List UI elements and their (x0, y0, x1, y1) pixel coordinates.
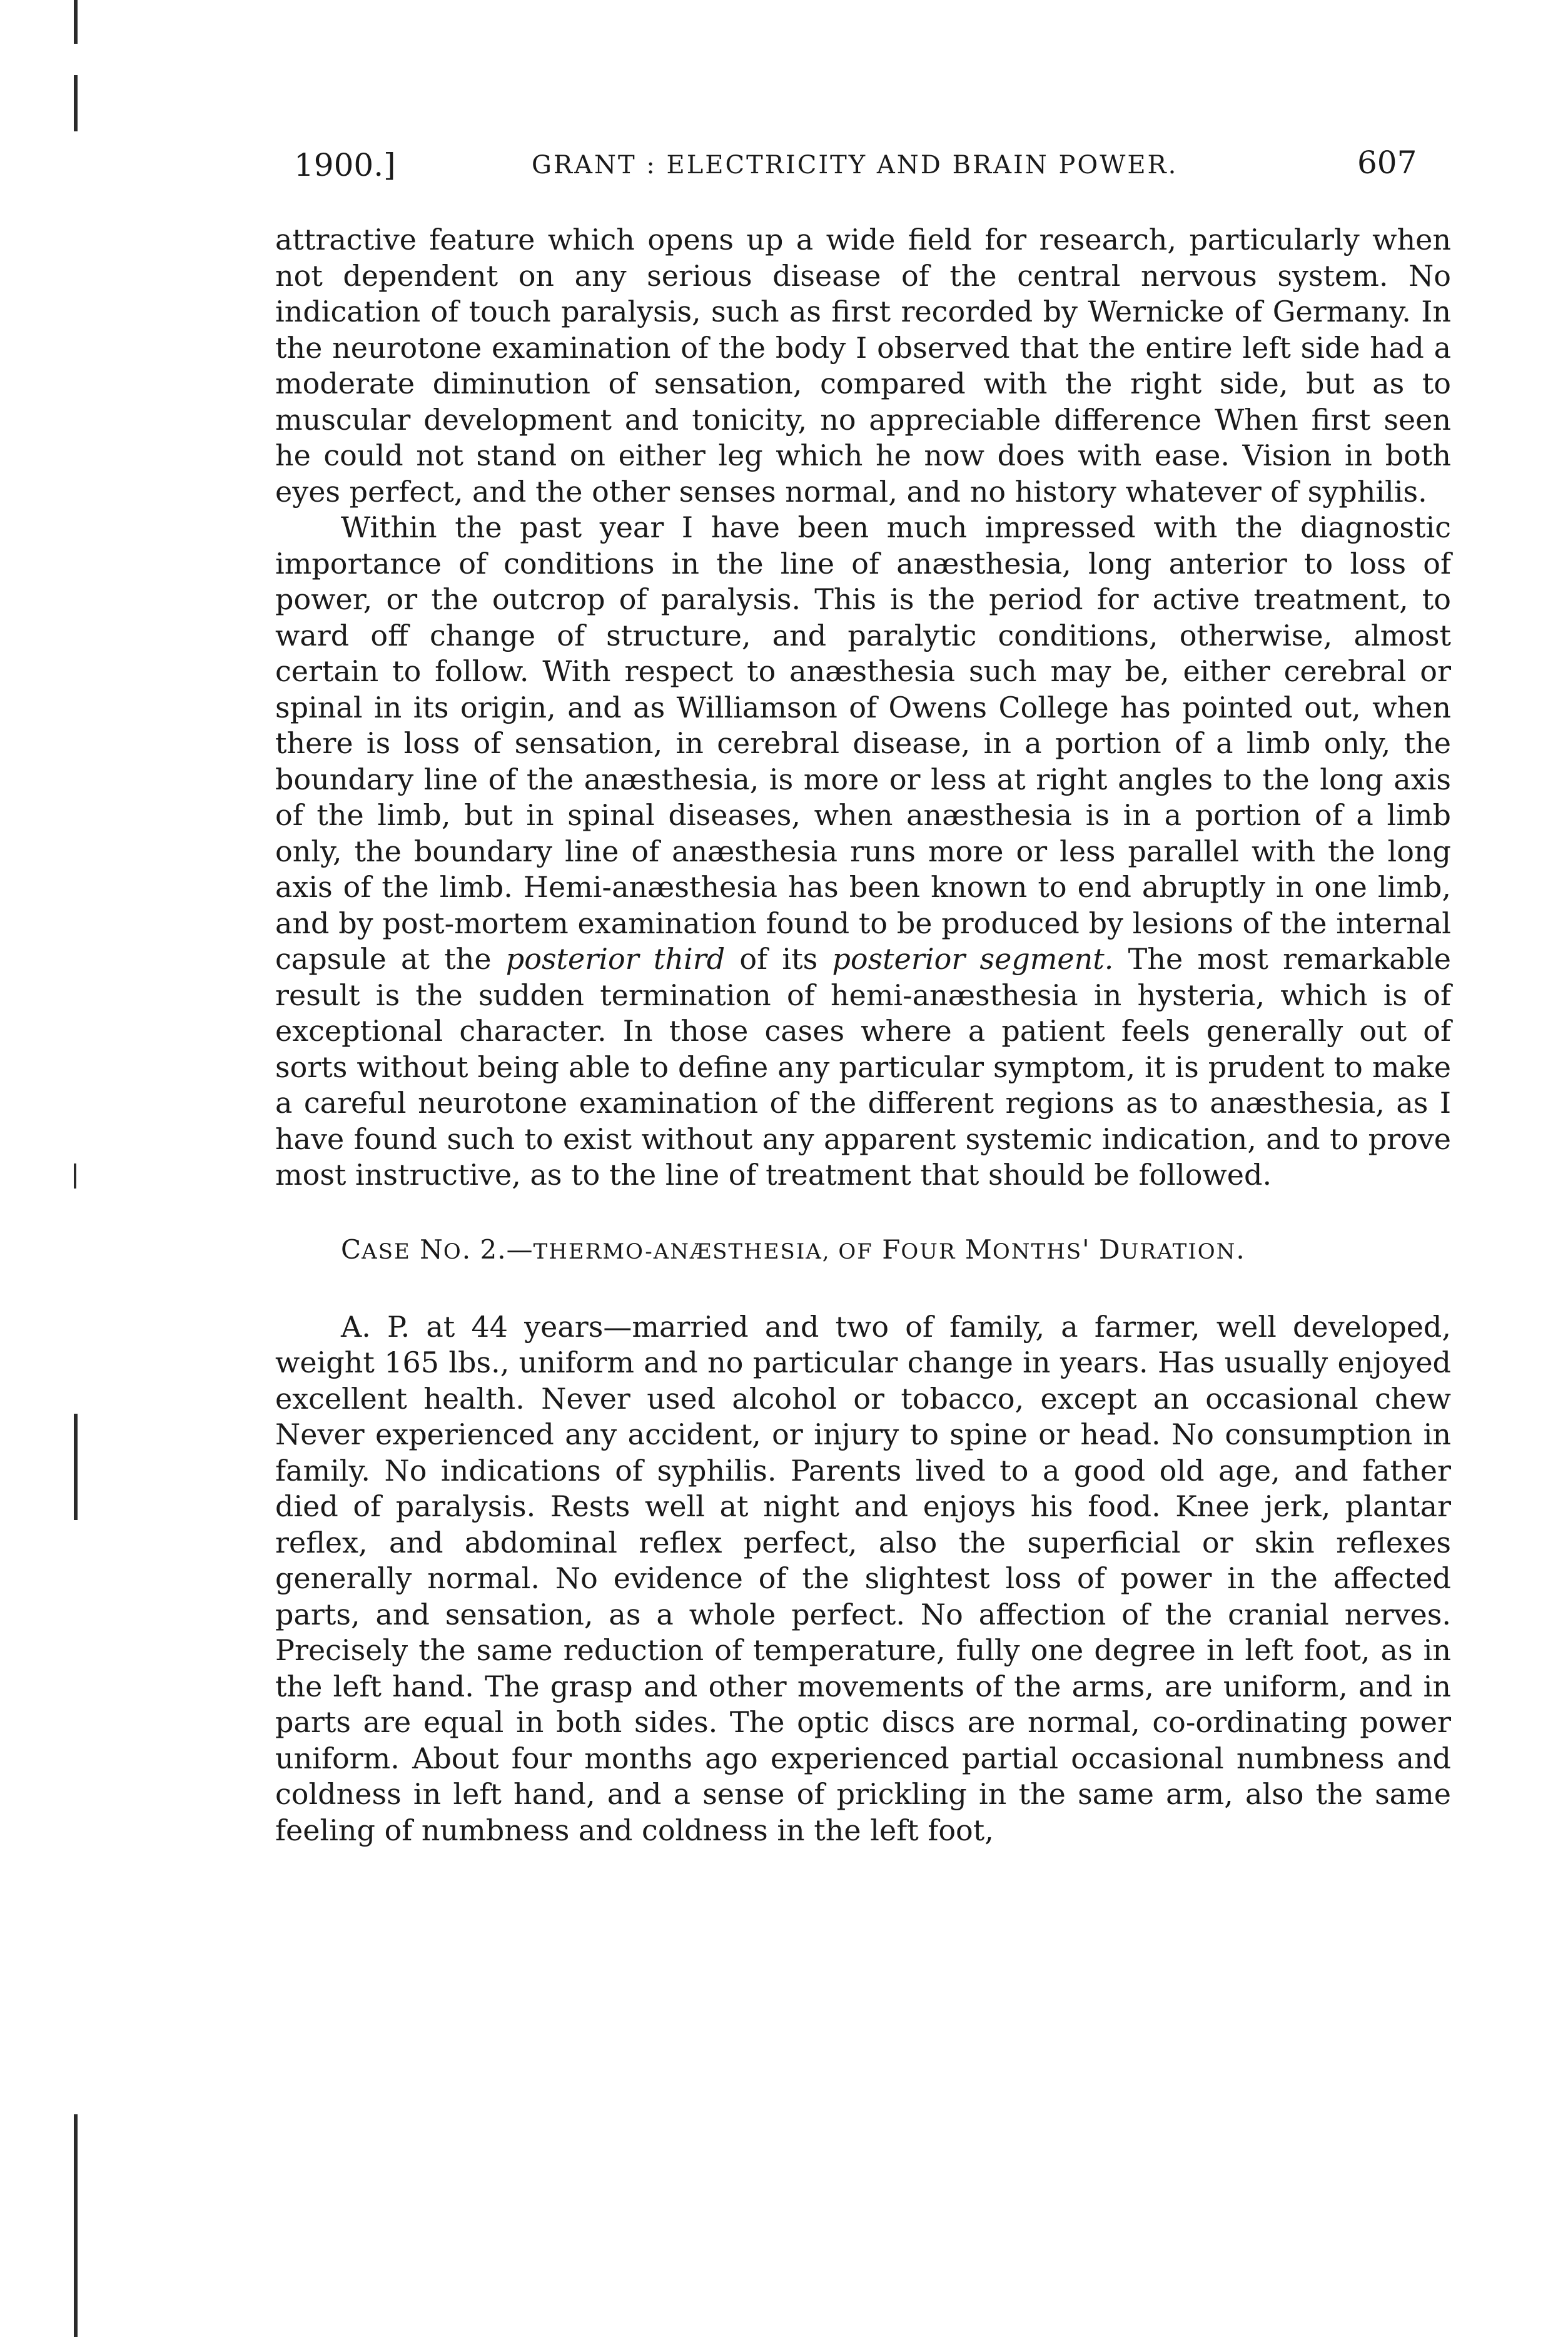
heading-part: ASE (362, 1239, 411, 1264)
scan-margin-mark (74, 1414, 78, 1520)
heading-part: . 2.— (462, 1234, 534, 1265)
page-number: 607 (1357, 144, 1417, 181)
paragraph-1: attractive feature which opens up a wide field for research, particularly when not dependent on any serious disease of the central nervous system. No indication of touch paralysis, such as first recorded by Wernicke of Germany. In the neurotone examination of the body I observed that the entire left side had a moderate diminution of sensation, compared with the right side, but as to muscular development and tonicity, no appreciable difference When first seen he could not stand on either leg which he now does with ease. Vision in both eyes perfect, and the other senses normal, and no history whatever of syphilis. (275, 223, 1451, 509)
heading-part: M (956, 1234, 993, 1265)
header-title: GRANT : ELECTRICITY AND BRAIN POWER. (532, 151, 1178, 180)
header-year: 1900.] (294, 147, 396, 183)
scan-margin-mark (74, 1163, 76, 1189)
journal-page (275, 122, 1451, 1848)
heading-part: C (341, 1234, 362, 1265)
scan-margin-mark (74, 2114, 78, 2337)
case-heading (275, 1231, 1451, 1270)
paragraph-3: A. P. at 44 years—married and two of family, a farmer, well developed, weight 165 lbs., uniform and no particular change in years. Has usually enjoyed excellent health. Never used alcohol or tobacco, except an occasional chew Never experienced any accident, or injury to spine or head. No consumption in family. No indications of syphilis. Parents lived to a good old age, and father died of paralysis. Rests well at night and enjoys his food. Knee jerk, plantar reflex, and abdominal reflex perfect, also the superficial or skin reflexes generally normal. No evidence of the slightest loss of power in the affected parts, and sensation, as a whole perfect. No affection of the cranial nerves. Precisely the same reduction of temperature, fully one degree in left foot, as in the left hand. The grasp and other movements of the arms, are uniform, and in parts are equal in both sides. The optic discs are normal, co-ordinating power uniform. About four months ago experienced partial occasional numbness and coldness in left hand, and a sense of prickling in the same arm, also the same feeling of numbness and coldness in the left foot, (275, 1309, 1451, 1847)
paragraph-2-italic-posterior-segment: posterior segment. (832, 942, 1114, 976)
heading-part: OUR (901, 1239, 956, 1264)
heading-part: ' D (1082, 1234, 1121, 1265)
heading-part: O (443, 1239, 462, 1264)
paragraph-2-text-c: The most remarkable result is the sudden termination of hemi-anæsthesia in hysteria, which is of exceptional character. In those cases where a patient feels generally out of sorts without being able to define any particular symptom, it is prudent to make a careful neurotone examination of the different regions as to anæsthesia, as I have found such to exist without any apparent systemic indication, and to prove most instructive, as to the line of treatment that should be followed. (275, 942, 1452, 1192)
heading-part: URATION (1120, 1239, 1237, 1264)
paragraph-2-text-b: of its (725, 942, 832, 976)
heading-part: THERMO-ANÆSTHESIA, OF (533, 1239, 873, 1264)
heading-part: ONTHS (992, 1239, 1083, 1264)
heading-part: F (873, 1234, 901, 1265)
heading-part: . (1236, 1234, 1245, 1265)
scan-margin-mark (74, 0, 78, 44)
heading-part: N (410, 1234, 443, 1265)
paragraph-2-italic-posterior-third: posterior third (505, 942, 726, 976)
running-header (275, 122, 1451, 197)
scan-margin-mark (74, 75, 78, 131)
paragraph-2-text-a: Within the past year I have been much impressed with the diagnostic importance of conditions in the line of anæsthesia, long anterior to loss of power, or the outcrop of paralysis. This is the period for active treatment, to ward off change of structure, and paralytic conditions, otherwise, almost certain to follow. With respect to anæsthesia such may be, either cerebral or spinal in its origin, and as Williamson of Owens College has pointed out, when there is loss of sensation, in cerebral disease, in a portion of a limb only, the boundary line of the anæsthesia, is more or less at right angles to the long axis of the limb, but in spinal diseases, when anæsthesia is in a portion of a limb only, the boundary line of anæsthesia runs more or less parallel with the long axis of the limb. Hemi-anæsthesia has been known to end abruptly in one limb, and by post-mortem examination found to be produced by lesions of the internal capsule at the (275, 510, 1451, 976)
paragraph-2 (275, 510, 1451, 1194)
